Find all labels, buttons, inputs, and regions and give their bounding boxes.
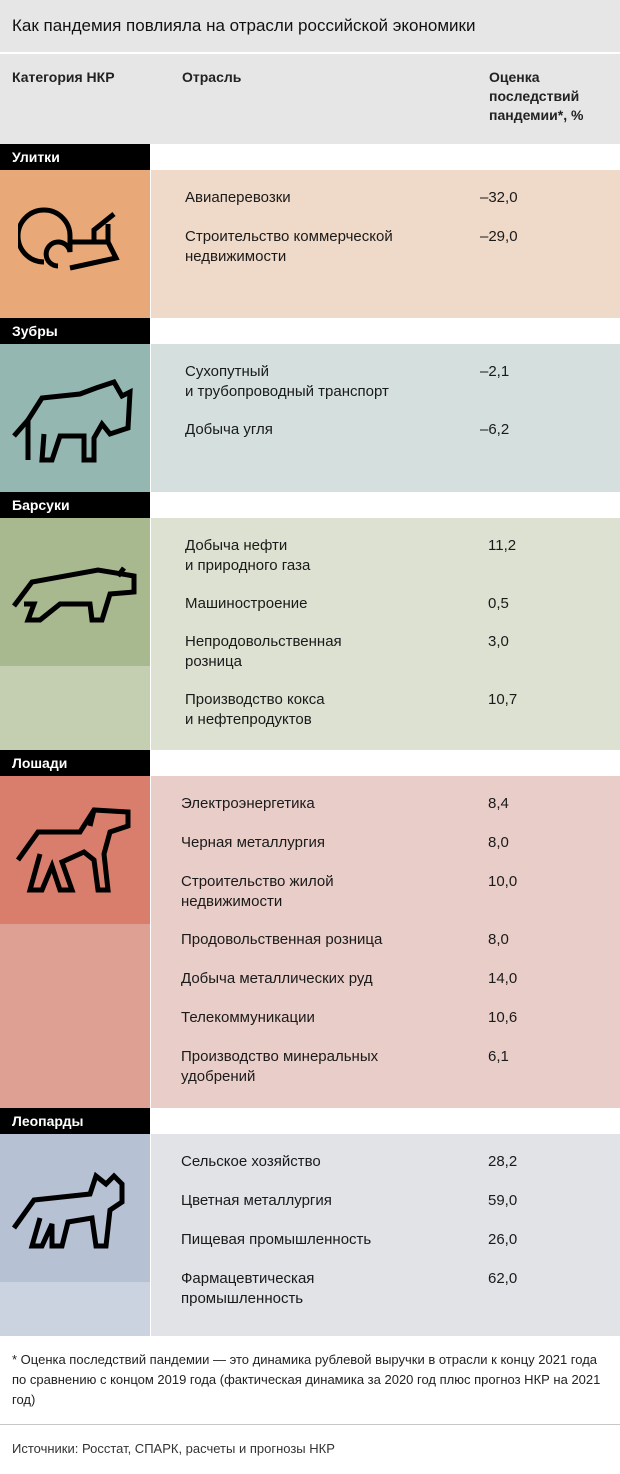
category-block-leopards: [0, 1134, 620, 1336]
industry-label: Пищевая промышленность: [181, 1231, 372, 1248]
category-icon-panel-extension: [0, 1282, 150, 1336]
impact-value: 6,1: [488, 1048, 509, 1065]
impact-value: 8,0: [488, 834, 509, 851]
impact-value: 28,2: [488, 1153, 518, 1170]
impact-value: 26,0: [488, 1231, 518, 1248]
leopard-icon: [10, 1170, 128, 1250]
industry-label: Продовольственная розница: [181, 931, 383, 948]
industry-label: Производство кокса и нефтепродуктов: [185, 691, 325, 728]
impact-value: 8,0: [488, 931, 509, 948]
impact-value: 10,7: [488, 691, 518, 708]
sources: Источники: Росстат, СПАРК, расчеты и прогнозы НКР: [12, 1441, 335, 1456]
category-icon-panel-extension: [0, 924, 150, 1108]
category-header-snails: Улитки: [0, 144, 150, 170]
column-header-category: Категория НКР: [12, 69, 115, 85]
bison-icon: [10, 378, 134, 464]
impact-value: –29,0: [480, 228, 518, 245]
industry-label: Фармацевтическая промышленность: [181, 1270, 315, 1307]
industry-label: Добыча металлических руд: [181, 970, 373, 987]
column-header-impact: Оценка последствий пандемии*, %: [489, 69, 584, 123]
industry-label: Строительство коммерческой недвижимости: [185, 228, 393, 265]
rows-panel: [151, 1134, 620, 1336]
rows-panel: [151, 344, 620, 492]
badger-icon: [10, 564, 138, 624]
impact-value: 10,0: [488, 873, 518, 890]
rows-panel: [151, 518, 620, 750]
category-block-bison: [0, 344, 620, 492]
rows-panel: [151, 776, 620, 1108]
industry-label: Электроэнергетика: [181, 795, 315, 812]
footnote: * Оценка последствий пандемии — это динамика рублевой выручки в отрасли к концу 2021 года по сравнению с концом 2019 года (фактическая динамика за 2020 год плюс прогноз НКР на 2021 год): [12, 1352, 601, 1407]
category-header-bison: Зубры: [0, 318, 150, 344]
industry-label: Машиностроение: [185, 595, 308, 612]
title-bar: [0, 0, 620, 52]
impact-value: 59,0: [488, 1192, 518, 1209]
category-block-horses: [0, 776, 620, 1108]
industry-label: Авиаперевозки: [185, 189, 291, 206]
impact-value: 14,0: [488, 970, 518, 987]
impact-value: –2,1: [480, 363, 510, 380]
impact-value: 0,5: [488, 595, 509, 612]
impact-value: –32,0: [480, 189, 518, 206]
impact-value: 10,6: [488, 1009, 518, 1026]
column-header-industry: Отрасль: [182, 69, 242, 85]
industry-label: Добыча нефти и природного газа: [185, 537, 311, 574]
industry-label: Телекоммуникации: [181, 1009, 315, 1026]
industry-label: Строительство жилой недвижимости: [181, 873, 334, 910]
impact-value: 62,0: [488, 1270, 518, 1287]
rows-panel: [151, 170, 620, 318]
category-header-leopards: Леопарды: [0, 1108, 150, 1134]
page-title: Как пандемия повлияла на отрасли российской экономики: [12, 16, 476, 35]
industry-label: Черная металлургия: [181, 834, 325, 851]
category-block-snails: [0, 170, 620, 318]
impact-value: –6,2: [480, 421, 510, 438]
category-header-badgers: Барсуки: [0, 492, 150, 518]
industry-label: Цветная металлургия: [181, 1192, 332, 1209]
industry-label: Сухопутный и трубопроводный транспорт: [185, 363, 389, 400]
snail-icon: [18, 206, 128, 286]
table-header: [0, 54, 620, 144]
category-header-horses: Лошади: [0, 750, 150, 776]
industry-label: Непродовольственная розница: [185, 633, 342, 670]
industry-label: Добыча угля: [185, 421, 273, 438]
industry-label: Сельское хозяйство: [181, 1153, 321, 1170]
horse-icon: [12, 804, 134, 894]
industry-label: Производство минеральных удобрений: [181, 1048, 379, 1085]
impact-value: 8,4: [488, 795, 509, 812]
category-block-badgers: [0, 518, 620, 750]
impact-value: 11,2: [488, 537, 517, 554]
category-icon-panel-extension: [0, 666, 150, 750]
divider: [0, 1424, 620, 1425]
impact-value: 3,0: [488, 633, 509, 650]
